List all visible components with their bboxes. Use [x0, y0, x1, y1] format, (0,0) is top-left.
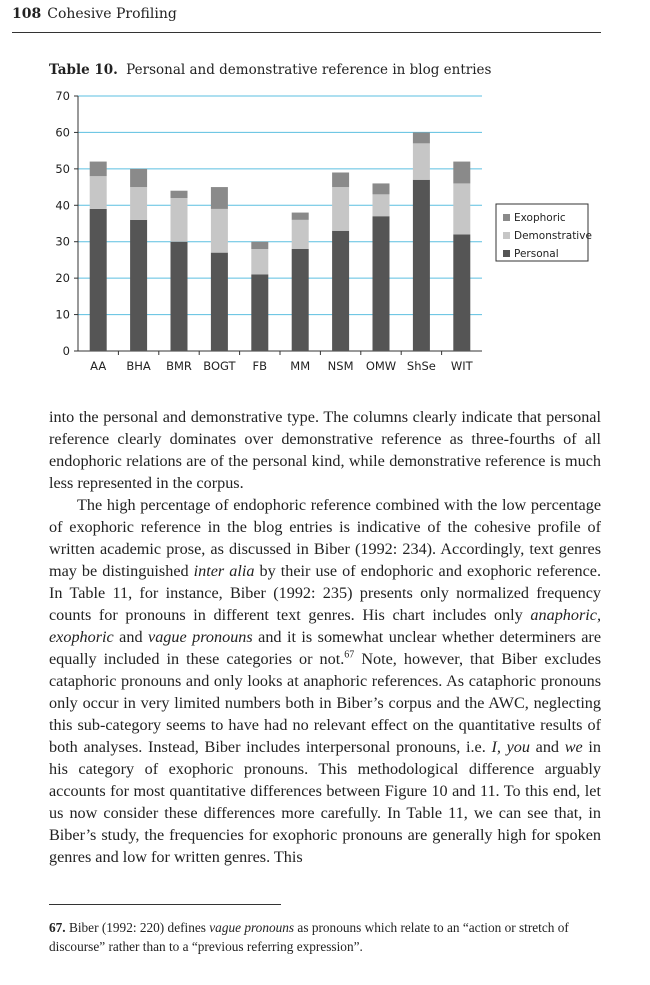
page-number: 108 [12, 6, 42, 22]
x-tick-label-ShSe: ShSe [406, 359, 436, 373]
bar-WIT-demonstrative [453, 183, 470, 234]
bar-OMW-exophoric [373, 183, 390, 194]
p2-italic-we: we [564, 738, 583, 756]
legend-swatch-exophoric [503, 214, 510, 221]
p2-text-e: and [113, 628, 149, 646]
p2-text-k: and [529, 738, 565, 756]
p2-italic-inter-alia: inter alia [193, 562, 255, 580]
table-title: Personal and demonstrative reference in blog entries [126, 62, 492, 78]
x-tick-label-BMR: BMR [166, 359, 192, 373]
bar-BMR-personal [171, 242, 188, 351]
header-rule [12, 32, 601, 33]
p2-italic-anaphoric-exophoric: anaphoric, exophoric [49, 606, 601, 646]
bar-BMR-demonstrative [171, 198, 188, 242]
legend-label-exophoric: Exophoric [514, 212, 566, 224]
x-tick-label-FB: FB [252, 359, 268, 373]
footnote-ref-67[interactable]: 67 [344, 649, 355, 661]
footnote-67 [49, 918, 601, 956]
body-text [49, 406, 601, 868]
bar-AA-demonstrative [90, 176, 107, 209]
bar-BMR-exophoric [171, 191, 188, 198]
legend-label-personal: Personal [514, 248, 559, 260]
p2-italic-vague-pronouns: vague pronouns [148, 628, 253, 646]
footnote-italic: vague pronouns [209, 920, 295, 935]
stacked-bar-chart [40, 86, 600, 386]
running-title: Cohesive Profiling [47, 6, 177, 22]
legend-swatch-demonstrative [503, 232, 510, 239]
y-tick-label-70: 70 [55, 89, 70, 103]
p2-italic-i-you: I, you [491, 738, 530, 756]
table-label: Table 10. [49, 62, 118, 78]
bar-OMW-demonstrative [373, 194, 390, 216]
p2-text-c: by their use of endophoric and exophoric reference. In Table 11, for instance, Biber (1992: 235) presents only normalized frequency counts for pronouns in different text genres. His chart includes only [49, 562, 601, 624]
bar-BHA-demonstrative [130, 187, 147, 220]
x-tick-label-AA: AA [90, 359, 107, 373]
y-tick-label-30: 30 [55, 234, 70, 249]
x-tick-label-WIT: WIT [450, 359, 473, 373]
p2-text-i: Note, however, that Biber excludes cataphoric pronouns and only looks at anaphoric references. As cataphoric pronouns only occur in very limited numbers both in Biber’s corpus and the AWC, neglecting this sub-category seems to have had no relevant effect on the quantitative results of both analyses. Instead, Biber includes interpersonal pronouns, i.e. [49, 650, 601, 756]
bar-NSM-personal [332, 231, 349, 351]
bar-BOGT-personal [211, 253, 228, 351]
bar-MM-personal [292, 249, 309, 351]
legend-swatch-personal [503, 250, 510, 257]
x-tick-label-MM: MM [290, 359, 311, 373]
running-head [12, 6, 177, 22]
x-tick-label-BHA: BHA [126, 359, 151, 373]
bar-MM-exophoric [292, 213, 309, 220]
bar-ShSe-exophoric [413, 132, 430, 143]
y-tick-label-50: 50 [55, 161, 70, 176]
bar-MM-demonstrative [292, 220, 309, 249]
bar-NSM-demonstrative [332, 187, 349, 231]
footnote-number: 67. [49, 920, 66, 935]
table-caption [49, 62, 491, 78]
bar-BOGT-demonstrative [211, 209, 228, 253]
bar-FB-demonstrative [251, 249, 268, 275]
x-tick-label-BOGT: BOGT [203, 359, 236, 373]
bar-WIT-exophoric [453, 162, 470, 184]
p2-text-g: and it is somewhat unclear whether determiners are equally included in these categories or not. [49, 628, 602, 668]
bar-ShSe-personal [413, 180, 430, 351]
bar-OMW-personal [373, 216, 390, 351]
footnote-rule [49, 904, 281, 905]
y-tick-label-40: 40 [55, 198, 70, 213]
bar-WIT-personal [453, 234, 470, 351]
bar-FB-exophoric [251, 242, 268, 249]
y-tick-label-10: 10 [55, 307, 70, 322]
x-tick-label-NSM: NSM [327, 359, 354, 373]
bar-AA-exophoric [90, 162, 107, 177]
footnote-text-c: as pronouns which relate to an “action or stretch of discourse” rather than to a “previous referring expression”. [49, 920, 569, 954]
footnote-text-a: Biber (1992: 220) defines [65, 920, 210, 935]
bar-FB-personal [251, 275, 268, 352]
bar-ShSe-demonstrative [413, 143, 430, 179]
p2-text-m: in his category of exophoric pronouns. This methodological difference arguably accounts for most quantitative differences between Figure 10 and 11. To this end, let us now consider these differences more carefully. In Table 11, we can see that, in Biber’s study, the frequencies for exophoric pronouns are generally high for spoken genres and low for written genres. This [49, 738, 602, 866]
p2-text-a: The high percentage of endophoric reference combined with the low percentage of exophoric reference in the blog entries is indicative of the cohesive profile of written academic prose, as discussed in Biber (1992: 234). Accordingly, text genres may be distinguished [49, 496, 601, 580]
legend-label-demonstrative: Demonstrative [514, 230, 592, 242]
y-tick-label-20: 20 [55, 271, 70, 286]
bar-NSM-exophoric [332, 173, 349, 188]
paragraph-1: into the personal and demonstrative type. The columns clearly indicate that personal reference clearly dominates over demonstrative reference as three-fourths of all endophoric relations are of the personal kind, while demonstrative reference is much less represented in the corpus. [49, 408, 601, 492]
bar-BHA-exophoric [130, 169, 147, 187]
y-tick-label-0: 0 [62, 344, 70, 358]
y-tick-label-60: 60 [55, 125, 70, 140]
paragraph-2 [49, 494, 601, 868]
x-tick-label-OMW: OMW [365, 359, 397, 373]
bar-BOGT-exophoric [211, 187, 228, 209]
bar-BHA-personal [130, 220, 147, 351]
bar-AA-personal [90, 209, 107, 351]
